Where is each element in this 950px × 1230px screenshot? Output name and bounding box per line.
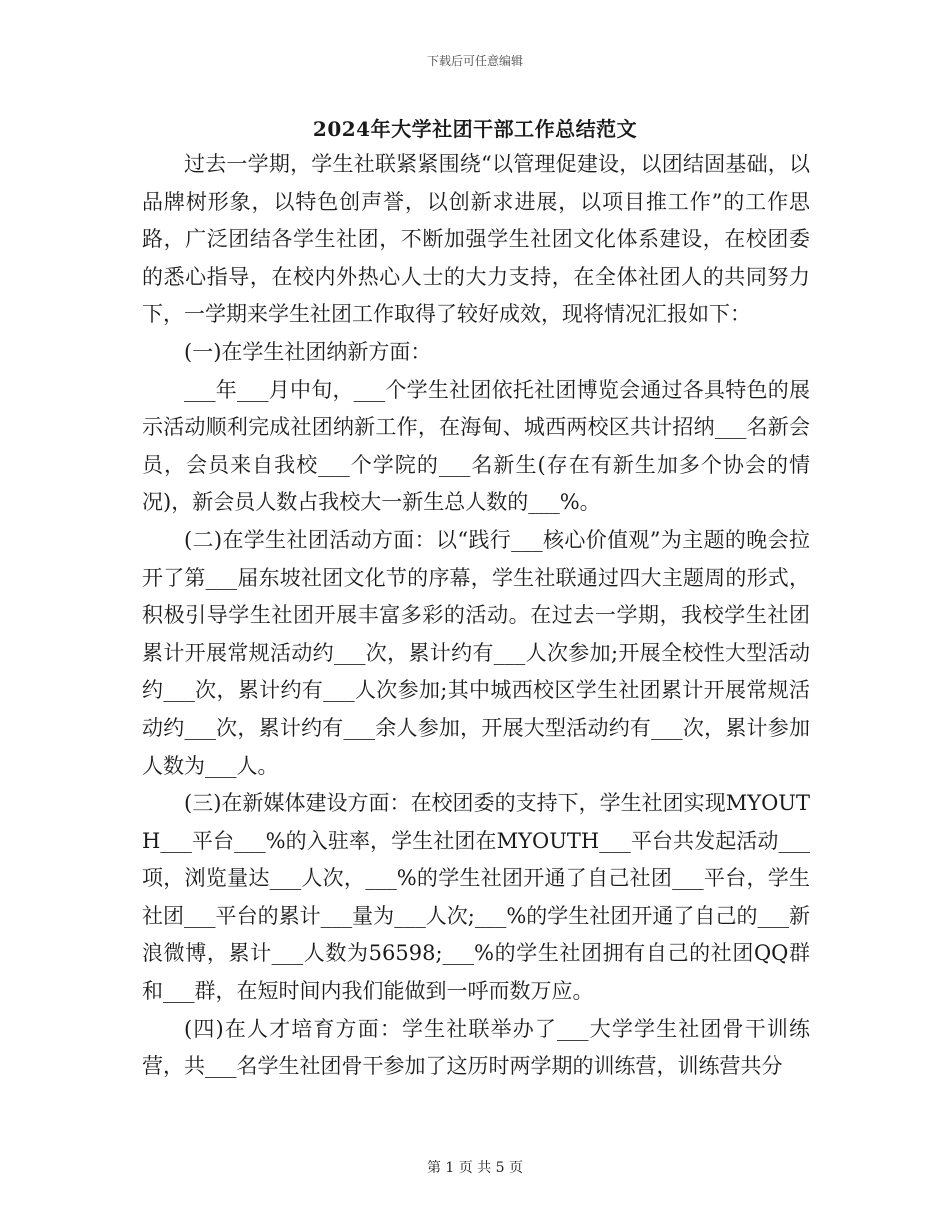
paragraph-new-media: (三)在新媒体建设方面：在校团委的支持下，学生社团实现MYOUTH___平台___%的入驻率，学生社团在MYOUTH___平台共发起活动___项，浏览量达___人次，___%的学生社团开通了自己社团___平台，学生社团___平台的累计___量为___人次;___%的学生社团开通了自己的___新浪微博，累计___人数为56598;___%的学生社团拥有自己的社团QQ群和___群，在短时间内我们能做到一呼而数万应。 bbox=[142, 791, 810, 1004]
page-number: 第 1 页 共 5 页 bbox=[426, 1160, 524, 1176]
paragraph-recruitment: ___年___月中旬，___个学生社团依托社团博览会通过各具特色的展示活动顺利完成社团纳新工作，在海甸、城西两校区共计招纳___名新会员，会员来自我校___个学院的___名新生(存在有新生加多个协会的情况)，新会员人数占我校大一新生总人数的___%。 bbox=[142, 377, 810, 515]
download-editable-note: 下载后可任意编辑 bbox=[426, 54, 523, 68]
document-title: 2024年大学社团干部工作总结范文 bbox=[312, 117, 638, 141]
section-heading-recruitment: (一)在学生社团纳新方面： bbox=[184, 339, 432, 364]
paragraph-intro: 过去一学期，学生社联紧紧围绕“以管理促建设，以团结固基础，以品牌树形象，以特色创声誉，以创新求进展，以项目推工作”的工作思路，广泛团结各学生社团，不断加强学生社团文化体系建设，在校团委的悉心指导，在校内外热心人士的大力支持，在全体社团人的共同努力下，一学期来学生社团工作取得了较好成效，现将情况汇报如下： bbox=[142, 152, 810, 327]
paragraph-activities: (二)在学生社团活动方面：以“践行___核心价值观”为主题的晚会拉开了第___届东坡社团文化节的序幕，学生社联通过四大主题周的形式，积极引导学生社团开展丰富多彩的活动。在过去一学期，我校学生社团累计开展常规活动约___次，累计约有___人次参加;开展全校性大型活动约___次，累计约有___人次参加;其中城西校区学生社团累计开展常规活动约___次，累计约有___余人参加，开展大型活动约有___次，累计参加人数为___人。 bbox=[142, 527, 810, 778]
document-body bbox=[142, 146, 810, 1086]
paragraph-talent-training: (四)在人才培育方面：学生社联举办了___大学学生社团骨干训练营，共___名学生社团骨干参加了这历时两学期的训练营，训练营共分 bbox=[142, 1016, 810, 1079]
